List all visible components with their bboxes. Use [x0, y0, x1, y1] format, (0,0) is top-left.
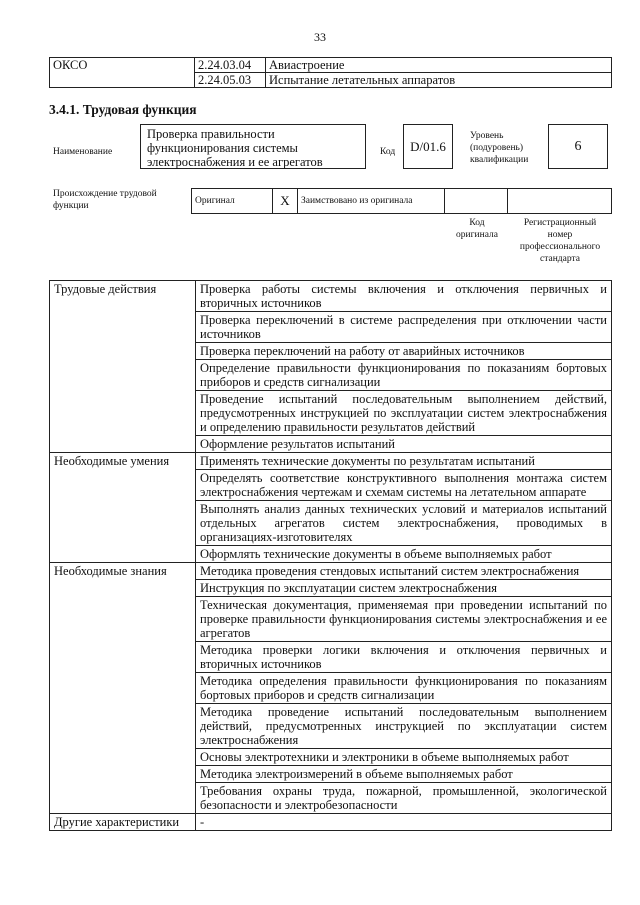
list-item: Основы электротехники и электроники в объеме выполняемых работ	[196, 749, 612, 766]
origin-table	[191, 188, 612, 214]
list-item: Техническая документация, применяемая при проведении испытаний по проверке правильности функционирования системы электроснабжения и ее агрегатов	[196, 597, 612, 642]
table-row	[50, 453, 612, 470]
origin-label	[53, 188, 193, 212]
table-row	[50, 281, 612, 312]
origin-label-line: функции	[53, 201, 89, 211]
origin-label-line: Происхождение трудовой	[53, 189, 157, 199]
table-row	[50, 563, 612, 580]
list-item: Проведение испытаний последовательным выполнением действий, предусмотренных инструкцией по эксплуатации систем электроснабжения и определению правильности результатов действий	[196, 391, 612, 436]
original-mark: X	[273, 189, 298, 214]
list-item: Методика проверки логики включения и отключения первичных и вторичных источников	[196, 642, 612, 673]
okso-label: ОКСО	[50, 58, 195, 88]
list-item: Проверка переключений в системе распределения при отключении части источников	[196, 312, 612, 343]
qualification-level: 6	[548, 124, 608, 169]
page-number: 33	[314, 30, 326, 44]
list-item: Определение правильности функционирования по показаниям бортовых приборов и средств сигнализации	[196, 360, 612, 391]
function-name-line: Проверка правильности	[147, 127, 275, 141]
original-code-cell	[445, 189, 508, 214]
list-item: Проверка переключений на работу от аварийных источников	[196, 343, 612, 360]
list-item: Применять технические документы по результатам испытаний	[196, 453, 612, 470]
list-item: Выполнять анализ данных технических условий и материалов испытаний отдельных агрегатов систем электроснабжения, проводимых в организациях-изготовителях	[196, 501, 612, 546]
okso-table	[49, 57, 612, 88]
caption-line: Регистрационный	[523, 218, 597, 228]
function-name-box	[140, 124, 366, 169]
okso-name: Авиастроение	[266, 58, 612, 73]
list-item: Инструкция по эксплуатации систем электроснабжения	[196, 580, 612, 597]
list-item: Методика определения правильности функционирования по показаниям бортовых приборов и средств сигнализации	[196, 673, 612, 704]
okso-row	[50, 58, 612, 73]
registration-number-caption	[508, 217, 612, 265]
category-labor-actions: Трудовые действия	[50, 281, 196, 453]
qualification-level-label	[470, 130, 528, 166]
level-label-line: (подуровень)	[470, 143, 524, 153]
registration-number-cell	[508, 189, 612, 214]
list-item: Оформлять технические документы в объеме выполняемых работ	[196, 546, 612, 563]
function-code: D/01.6	[403, 124, 453, 169]
level-label-line: Уровень	[470, 131, 504, 141]
list-item: Методика электроизмерений в объеме выполняемых работ	[196, 766, 612, 783]
list-item: Оформление результатов испытаний	[196, 436, 612, 453]
category-other-characteristics: Другие характеристики	[50, 814, 196, 831]
caption-line: стандарта	[540, 254, 580, 264]
list-item: Проверка работы системы включения и отключения первичных и вторичных источников	[196, 281, 612, 312]
function-name-line: функционирования системы	[147, 141, 298, 155]
list-item: Методика проведение испытаний последовательным выполнением действий, предусмотренных инструкцией по эксплуатации систем электроснабжения	[196, 704, 612, 749]
okso-code: 2.24.03.04	[195, 58, 266, 73]
caption-line: профессионального	[519, 242, 601, 252]
function-name-line: электроснабжения и ее агрегатов	[147, 155, 323, 169]
level-label-line: квалификации	[470, 155, 529, 165]
original-label: Оригинал	[192, 189, 273, 214]
labor-function-table	[49, 280, 612, 831]
category-required-knowledge: Необходимые знания	[50, 563, 196, 814]
function-code-label: Код	[380, 147, 396, 157]
list-item: Методика проведения стендовых испытаний систем электроснабжения	[196, 563, 612, 580]
caption-line: номер	[547, 230, 573, 240]
section-title: 3.4.1. Трудовая функция	[49, 102, 197, 117]
category-required-skills: Необходимые умения	[50, 453, 196, 563]
okso-name: Испытание летательных аппаратов	[266, 73, 612, 88]
list-item: Определять соответствие конструктивного выполнения монтажа систем электроснабжения чертежам и схемам системы на летательном аппарате	[196, 470, 612, 501]
caption-line: оригинала	[456, 230, 498, 240]
table-row	[50, 814, 612, 831]
list-item: Требования охраны труда, пожарной, промышленной, экологической безопасности и электробезопасности	[196, 783, 612, 814]
function-name-label: Наименование	[53, 147, 113, 157]
caption-line: Код	[469, 218, 485, 228]
borrowed-label: Заимствовано из оригинала	[298, 189, 445, 214]
okso-code: 2.24.05.03	[195, 73, 266, 88]
original-code-caption	[448, 217, 506, 241]
list-item: -	[196, 814, 612, 831]
